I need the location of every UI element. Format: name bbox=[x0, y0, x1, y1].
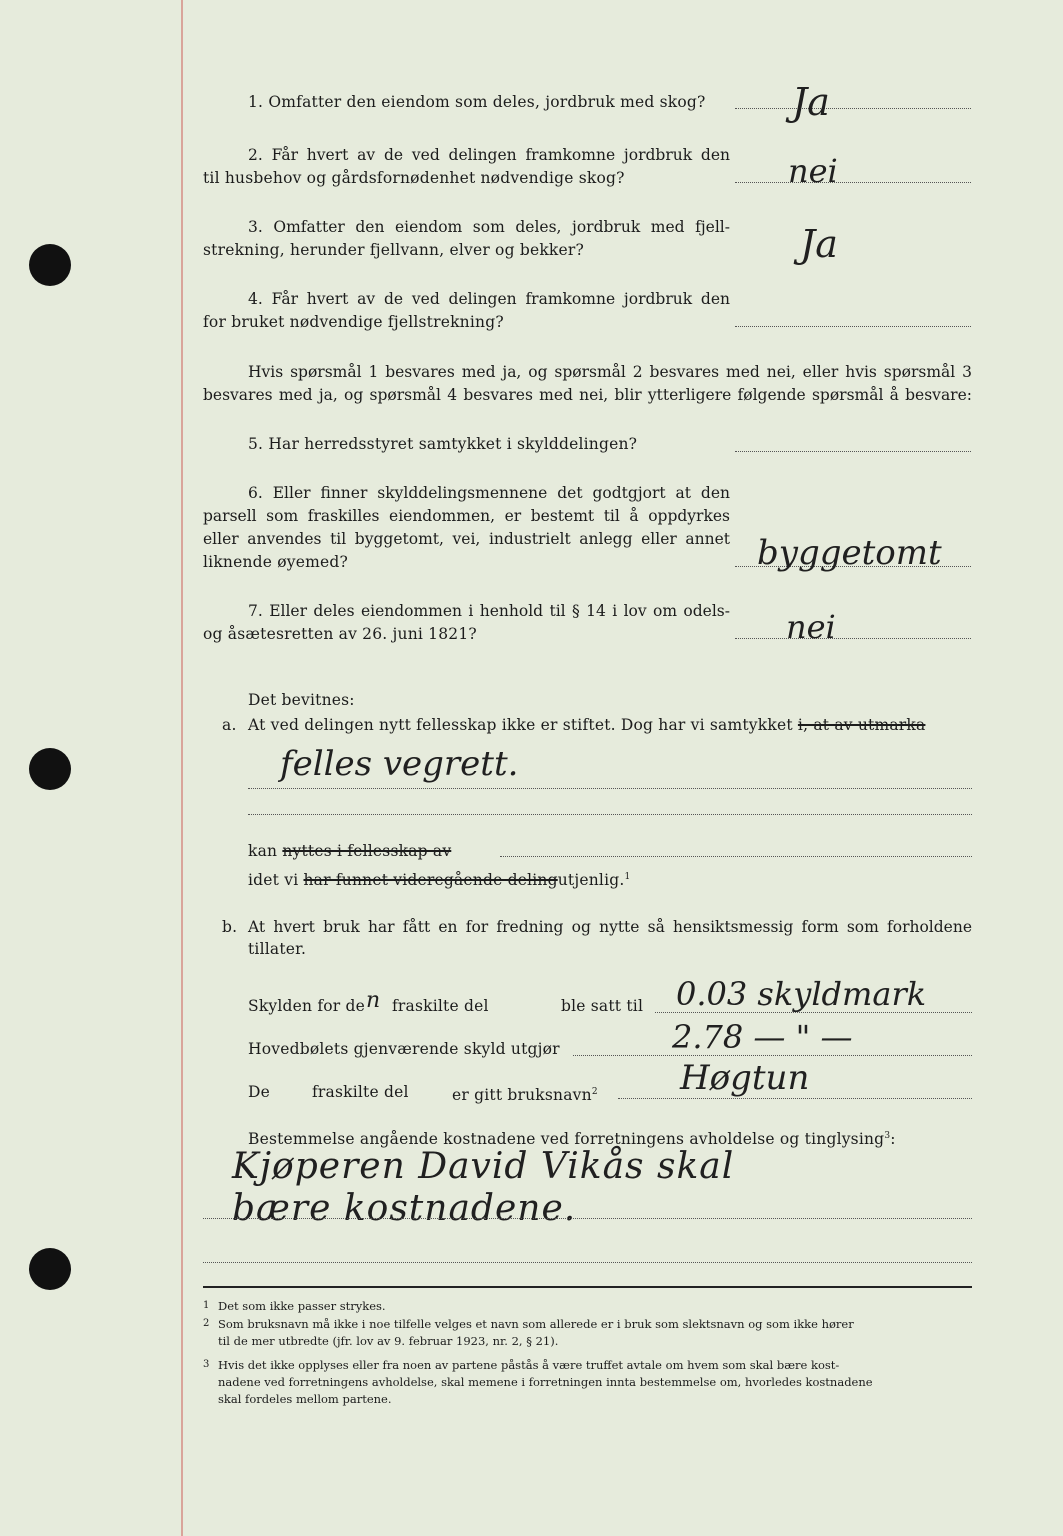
skyld-label: Skylden for de bbox=[248, 997, 366, 1015]
answer-line bbox=[735, 182, 971, 183]
punch-hole bbox=[29, 244, 71, 286]
item-a-label: a. bbox=[222, 716, 237, 734]
item-b-text: tillater. bbox=[248, 940, 307, 958]
utjenlig-word: utjenlig. bbox=[557, 871, 625, 890]
item-b-label: b. bbox=[222, 918, 238, 936]
question-text: Eller deles eiendommen i henhold til § 14 i lov om odels- bbox=[269, 602, 730, 620]
question-text: parsell som fraskilles eiendommen, er bestemt til å oppdyrkes bbox=[203, 507, 730, 525]
kostnader-label: Bestemmelse angående kostnadene ved forretningens avholdelse og tinglysing$^3$: bbox=[248, 1130, 896, 1149]
question-text: Eller finner skylddelingsmennene det godtgjort at den bbox=[272, 484, 730, 502]
question-number: 5. bbox=[248, 435, 264, 453]
footnote-ref: 2 bbox=[591, 1087, 598, 1097]
question-number: 6. bbox=[248, 484, 263, 502]
question-number: 7. bbox=[248, 602, 263, 620]
struck-text: i, at av utmarka bbox=[797, 716, 926, 734]
struck-text: nyttes i fellesskap av bbox=[282, 842, 452, 860]
answer-line bbox=[248, 788, 972, 789]
question-text: Har herredsstyret samtykket i skylddelingen? bbox=[268, 435, 638, 453]
bruksnavn-value: Høgtun bbox=[680, 1058, 810, 1098]
footnote-text: Hvis det ikke opplyses eller fra noen av partene påstås å være truffet avtale om hvem som skal bære kost- bbox=[218, 1358, 840, 1372]
kostnader-handwritten: bære kostnadene. bbox=[232, 1188, 577, 1229]
question-text: for bruket nødvendige fjellstrekning? bbox=[203, 313, 504, 331]
skyld-label: ble satt til bbox=[561, 997, 644, 1015]
question-text: Får hvert av de ved delingen framkomne jordbruk den bbox=[271, 146, 730, 164]
kostnader-text: Bestemmelse angående kostnadene ved forretningens avholdelse og tinglysing bbox=[248, 1130, 885, 1149]
footnote-separator bbox=[203, 1286, 972, 1288]
question-text: Får hvert av de ved delingen framkomne jordbruk den bbox=[271, 290, 730, 308]
footnote-number: 2 bbox=[203, 1318, 210, 1329]
answer-handwritten: Ja bbox=[800, 222, 838, 266]
vi-word: vi bbox=[284, 871, 299, 890]
answer-line bbox=[203, 1262, 972, 1263]
answer-handwritten: Ja bbox=[792, 80, 830, 124]
footnote-ref: 1 bbox=[624, 872, 631, 882]
question-text: og åsætesretten av 26. juni 1821? bbox=[203, 625, 477, 643]
answer-handwritten: nei bbox=[788, 152, 838, 190]
answer-line bbox=[203, 1218, 972, 1219]
answer-line bbox=[618, 1098, 972, 1099]
question-number: 2. bbox=[248, 146, 263, 164]
question-text: Omfatter den eiendom som deles, jordbruk med skog? bbox=[268, 93, 706, 111]
question-number: 3. bbox=[248, 218, 263, 236]
question-1 bbox=[248, 91, 706, 114]
skyld-label: fraskilte del bbox=[392, 997, 489, 1015]
question-4 bbox=[248, 288, 730, 311]
question-3 bbox=[248, 216, 730, 239]
question-text: Omfatter den eiendom som deles, jordbruk med fjell- bbox=[273, 218, 730, 236]
kan-line bbox=[248, 840, 451, 863]
footnote-number: 1 bbox=[203, 1300, 210, 1311]
bruksnavn-label: De bbox=[248, 1083, 271, 1101]
answer-line bbox=[735, 326, 971, 327]
question-number: 1. bbox=[248, 93, 264, 111]
question-text: eller anvendes til byggetomt, vei, industrielt anlegg eller annet bbox=[203, 530, 730, 548]
bruksnavn-text: er gitt bruksnavn bbox=[452, 1086, 592, 1105]
idet-line bbox=[248, 866, 630, 892]
question-number: 4. bbox=[248, 290, 263, 308]
footnote-text: skal fordeles mellom partene. bbox=[218, 1392, 392, 1406]
footnote-number: 3 bbox=[203, 1359, 210, 1370]
answer-handwritten: nei bbox=[786, 608, 836, 646]
skyld-handwritten-suffix: n bbox=[366, 988, 381, 1013]
margin-rule bbox=[181, 0, 183, 1536]
kostnader-handwritten: Kjøperen David Vikås skal bbox=[232, 1146, 735, 1187]
item-a-text bbox=[248, 714, 925, 737]
item-b-text: At hvert bruk har fått en for fredning og nytte så hensiktsmessig form som forholdene bbox=[248, 918, 972, 936]
question-text: til husbehov og gårdsfornødenhet nødvendige skog? bbox=[203, 169, 625, 187]
instruction-text: besvares med ja, og spørsmål 4 besvares med nei, blir ytterligere følgende spørsmål å besvare: bbox=[203, 386, 972, 404]
footnote-text: Som bruksnavn må ikke i noe tilfelle velges et navn som allerede er i bruk som slektsnavn og som ikke hører bbox=[218, 1317, 854, 1331]
punch-hole bbox=[29, 1248, 71, 1290]
skyld-value: 0.03 skyldmark bbox=[676, 975, 927, 1013]
bruksnavn-label: fraskilte del bbox=[312, 1083, 409, 1101]
hovedbol-value: 2.78 — " — bbox=[672, 1018, 853, 1056]
question-5 bbox=[248, 433, 637, 456]
question-text: liknende øyemed? bbox=[203, 553, 349, 571]
answer-line bbox=[248, 814, 972, 815]
answer-line bbox=[735, 451, 971, 452]
answer-line bbox=[735, 108, 971, 109]
footnote-text: til de mer utbredte (jfr. lov av 9. februar 1923, nr. 2, § 21). bbox=[218, 1334, 559, 1348]
answer-handwritten: byggetomt bbox=[757, 533, 942, 573]
instruction-text: Hvis spørsmål 1 besvares med ja, og spørsmål 2 besvares med nei, eller hvis spørsmål 3 bbox=[248, 363, 972, 381]
hovedbol-label: Hovedbølets gjenværende skyld utgjør bbox=[248, 1040, 560, 1058]
answer-line bbox=[735, 638, 971, 639]
punch-hole bbox=[29, 748, 71, 790]
bevitnes-heading: Det bevitnes: bbox=[248, 691, 355, 709]
question-text: strekning, herunder fjellvann, elver og bekker? bbox=[203, 241, 585, 259]
fellesskap-handwritten: felles vegrett. bbox=[280, 744, 519, 784]
idet-word: idet bbox=[248, 871, 280, 890]
footnote-ref: 3 bbox=[884, 1131, 891, 1141]
answer-line bbox=[500, 856, 972, 857]
footnote-text: nadene ved forretningens avholdelse, skal memene i forretningen innta bestemmelse om, hvorledes kostnadene bbox=[218, 1375, 873, 1389]
kan-word: kan bbox=[248, 842, 278, 860]
footnote-text: Det som ikke passer strykes. bbox=[218, 1299, 386, 1313]
question-7 bbox=[248, 600, 730, 623]
question-6 bbox=[248, 482, 730, 505]
item-a-main: At ved delingen nytt fellesskap ikke er stiftet. Dog har vi samtykket bbox=[248, 716, 793, 734]
struck-text: har funnet videregående deling bbox=[303, 871, 558, 890]
question-2 bbox=[248, 144, 730, 167]
bruksnavn-label bbox=[452, 1081, 598, 1107]
